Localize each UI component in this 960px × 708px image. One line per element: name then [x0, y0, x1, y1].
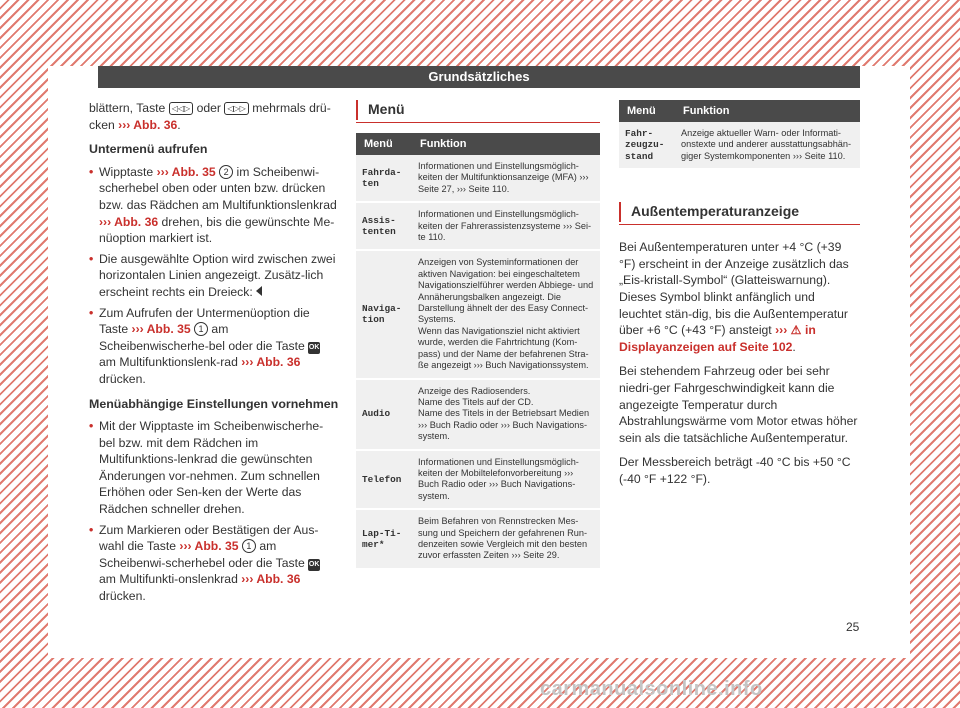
function-cell: Beim Befahren von Rennstrecken Mes-sung und Speichern der gefahrenen Run-denzeiten sowie Vergleich mit den besten zuvor erfassten Zeiten ››› Seite 29. [412, 509, 600, 569]
temperature-paragraph: Bei stehendem Fahrzeug oder bei sehr niedri-ger Fahrgeschwindigkeit kann die angezeigte Temperatur durch Abstrahlungswärme vom Motor etwas höher sein als die tatsächliche Außentemperatur. [619, 364, 858, 445]
page-ref[interactable]: ››› ⚠ in Displayanzeigen auf Seite 102 [619, 323, 816, 354]
table-row [356, 450, 600, 510]
menu-cell: Fahrda- ten [356, 155, 412, 202]
function-cell: Informationen und Einstellungsmöglich-keiten der Fahrerassistenzsysteme ››› Sei-te 110. [412, 202, 600, 250]
ok-key-icon: OK [308, 342, 320, 354]
callout-number: 1 [242, 539, 256, 553]
menu-table [356, 133, 600, 570]
function-cell: Anzeige aktueller Warn- oder Informati-onstexte und anderer ausstattungsabhän-giger Systemkomponenten ››› Seite 110. [675, 122, 860, 169]
section-rule [356, 122, 600, 123]
function-cell: Anzeige des Radiosenders. Name des Titels auf der CD. Name des Titels in der Betriebsart Medien ››› Buch Radio oder ››› Buch Navigations-system. [412, 379, 600, 450]
figure-ref[interactable]: ››› Abb. 36 [99, 214, 159, 229]
menu-cell: Naviga- tion [356, 250, 412, 378]
figure-ref[interactable]: ››› Abb. 36 [118, 117, 178, 132]
menu-cell: Fahr- zeugzu- stand [619, 122, 675, 169]
menu-column [356, 100, 600, 570]
callout-number: 2 [219, 165, 233, 179]
page-header: Grundsätzliches [98, 66, 860, 88]
table-row [356, 155, 600, 202]
function-cell: Anzeigen von Systeminformationen der aktiven Navigation: bei eingeschaltetem Navigationszielführer werden Abbiege- und Annäherungsbalken angezeigt. Die Darstellung ähnelt der des Easy Connect-Systems. Wenn das Navigationsziel nicht aktiviert wurde, werden die Fahrtrichtung (Kom-pass) und der Name der befahrenen Stra-ße angezeigt ››› Buch Navigationssystem. [412, 250, 600, 378]
list-item: • Die ausgewählte Option wird zwischen zwei horizontalen Linien angezeigt. Zusätz-lich erscheint rechts ein Dreieck: [89, 251, 336, 299]
table-row [356, 379, 600, 450]
temperature-paragraph: Bei Außentemperaturen unter +4 °C (+39 °F) erscheint in der Anzeige zusätzlich das „Eis-kristall-Symbol“ (Glatteiswarnung). Dieses Symbol blinkt anfänglich und leuchtet stän-dig, bis die Außentemperatur über +6 °C (+43 °F) ansteigt ››› ⚠ in Displayanzeigen auf Seite 102. [619, 240, 849, 354]
table-row [619, 122, 860, 169]
menu-cell: Assis- tenten [356, 202, 412, 250]
section-title-temperature: Außentemperaturanzeige [619, 202, 860, 222]
heading-menu-settings: Menüabhängige Einstellungen vornehmen [89, 396, 339, 411]
triangle-left-icon [256, 286, 262, 296]
watermark-logo: carmanualsonline.info [540, 678, 763, 700]
list-item: • Zum Aufrufen der Untermenüoption die Taste ››› Abb. 35 1 am Scheibenwischerhe-bel oder die Taste OK am Multifunktionslenk-rad ››› Abb. 36 drücken. [89, 305, 320, 386]
list-item: • Wipptaste ››› Abb. 35 2 im Scheibenwi-scherhebel oben oder unten bzw. drücken bzw. das Rädchen am Multifunktionslenkrad ››› Abb. 36 drehen, bis die gewünschte Me-nüoption markiert ist. [89, 164, 337, 246]
table-row [356, 202, 600, 250]
left-column [89, 100, 339, 609]
right-column [619, 100, 860, 496]
figure-ref[interactable]: ››› Abb. 35 [156, 164, 216, 179]
figure-ref[interactable]: ››› Abb. 36 [241, 572, 301, 587]
figure-ref[interactable]: ››› Abb. 36 [241, 355, 301, 370]
figure-ref[interactable]: ››› Abb. 35 [179, 539, 239, 554]
column-header-function: Funktion [675, 100, 860, 122]
scroll-back-key-icon: ◁◁▷ [169, 102, 193, 115]
table-row [356, 250, 600, 378]
section-title-menu: Menü [356, 100, 600, 120]
figure-ref[interactable]: ››› Abb. 35 [131, 322, 191, 337]
column-header-menu: Menü [619, 100, 675, 122]
scroll-forward-key-icon: ◁▷▷ [224, 102, 248, 115]
function-cell: Informationen und Einstellungsmöglich-keiten der Multifunktionsanzeige (MFA) ››› Seite 27, ››› Seite 110. [412, 155, 600, 202]
callout-number: 1 [194, 322, 208, 336]
menu-cell: Audio [356, 379, 412, 450]
temperature-paragraph: Der Messbereich beträgt -40 °C bis +50 °C (-40 °F +122 °F). [619, 455, 851, 486]
menu-table-continued [619, 100, 860, 170]
list-item: • Mit der Wipptaste im Scheibenwischerhe-bel bzw. mit dem Rädchen im Multifunktions-lenkrad die gewünschten Änderungen vor-nehmen. Zum schnellen Erhöhen oder Sen-ken der Werte das Rädchen schneller drehen. [89, 419, 324, 517]
column-header-function: Funktion [412, 133, 600, 155]
page-number: 25 [846, 620, 860, 634]
column-header-menu: Menü [356, 133, 412, 155]
list-item: • Zum Markieren oder Bestätigen der Aus-wahl die Taste ››› Abb. 35 1 am Scheibenwi-scherhebel oder die Taste OK am Multifunkti-onslenkrad ››› Abb. 36 drücken. [89, 522, 320, 604]
menu-cell: Telefon [356, 450, 412, 510]
function-cell: Informationen und Einstellungsmöglich-keiten der Mobiltelefonvorbereitung ››› Buch Radio oder ››› Buch Navigations-system. [412, 450, 600, 510]
intro-paragraph: blättern, Taste ◁◁▷ oder ◁▷▷ mehrmals drü-cken ››› Abb. 36. [89, 101, 331, 132]
ok-key-icon: OK [308, 559, 320, 571]
heading-untermenu: Untermenü aufrufen [89, 142, 208, 157]
menu-cell: Lap-Ti- mer* [356, 509, 412, 569]
table-row [356, 509, 600, 569]
